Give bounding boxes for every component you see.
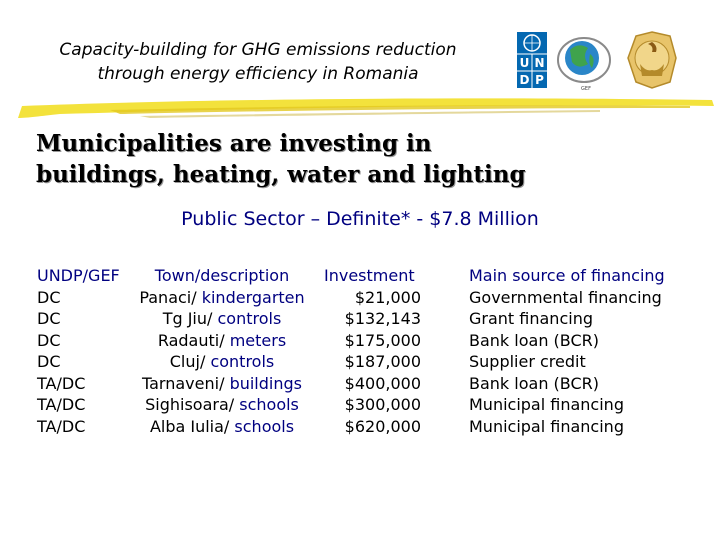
row-type: DC: [37, 330, 61, 350]
row-source: Governmental financing: [469, 287, 662, 307]
column-undp-gef: [37, 265, 120, 437]
town-name: Tg Jiu/: [162, 309, 213, 328]
row-investment: $300,000: [344, 395, 421, 414]
row-town: [136, 416, 308, 438]
row-town: [136, 330, 308, 352]
row-investment: $620,000: [344, 416, 421, 436]
column-financing-source: [469, 265, 665, 437]
town-description: schools: [234, 416, 295, 436]
column-header-undp-gef: UNDP/GEF: [37, 266, 120, 285]
row-investment: $187,000: [344, 352, 421, 371]
column-town-description: [136, 265, 308, 437]
row-source: Bank loan (BCR): [469, 373, 600, 393]
town-name: Radauti/: [157, 330, 225, 350]
row-investment: $400,000: [344, 373, 421, 393]
row-type: DC: [37, 309, 61, 328]
row-source: Municipal financing: [469, 416, 624, 436]
row-source: Grant financing: [469, 309, 593, 328]
row-type: TA/DC: [37, 373, 86, 393]
undp-logo: [517, 32, 547, 88]
row-town: [136, 394, 308, 416]
title-line-1: Municipalities are investing in: [36, 130, 432, 157]
column-header-source: Main source of financing: [469, 266, 665, 285]
row-town: [136, 351, 308, 373]
row-investment: $132,143: [344, 309, 421, 328]
row-type: TA/DC: [37, 416, 86, 436]
town-description: meters: [229, 330, 287, 350]
town-description: controls: [217, 309, 282, 328]
town-description: kindergarten: [201, 287, 305, 307]
row-source: Supplier credit: [469, 352, 586, 371]
yellow-brush-stroke: [0, 84, 720, 134]
row-source: Municipal financing: [469, 395, 624, 414]
title-line-2: buildings, heating, water and lighting: [36, 161, 526, 188]
column-investment: [300, 265, 440, 437]
row-investment: $175,000: [344, 330, 421, 350]
row-investment: $21,000: [354, 287, 421, 307]
header-line-1: Capacity-building for GHG emissions reduction: [59, 40, 457, 60]
town-description: buildings: [229, 373, 302, 393]
town-name: Tarnaveni/: [142, 373, 225, 393]
row-type: DC: [37, 287, 61, 307]
undp-letter: U: [519, 56, 530, 70]
subtitle: Public Sector – Definite* - $7.8 Million: [181, 208, 539, 230]
row-town: [136, 287, 308, 309]
energy-efficiency-emblem: [628, 32, 676, 88]
undp-letter: D: [519, 73, 530, 87]
town-name: Sighisoara/: [145, 395, 235, 414]
town-name: Alba Iulia/: [149, 416, 230, 436]
row-source: Bank loan (BCR): [469, 330, 600, 350]
column-header-town: Town/description: [154, 266, 290, 285]
slide-title: [36, 128, 526, 190]
undp-letter: N: [534, 56, 545, 70]
town-description: controls: [210, 352, 275, 371]
row-type: TA/DC: [37, 395, 86, 414]
column-header-investment: Investment: [324, 266, 415, 285]
undp-letter: P: [535, 73, 544, 87]
town-description: schools: [239, 395, 299, 414]
row-town: [136, 373, 308, 395]
town-name: Cluj/: [169, 352, 206, 371]
logos: [512, 30, 712, 92]
town-name: Panaci/: [139, 287, 197, 307]
header-line-2: through energy efficiency in Romania: [97, 64, 419, 84]
row-town: [136, 308, 308, 330]
row-type: DC: [37, 352, 61, 371]
gef-label: GEF: [581, 86, 591, 92]
